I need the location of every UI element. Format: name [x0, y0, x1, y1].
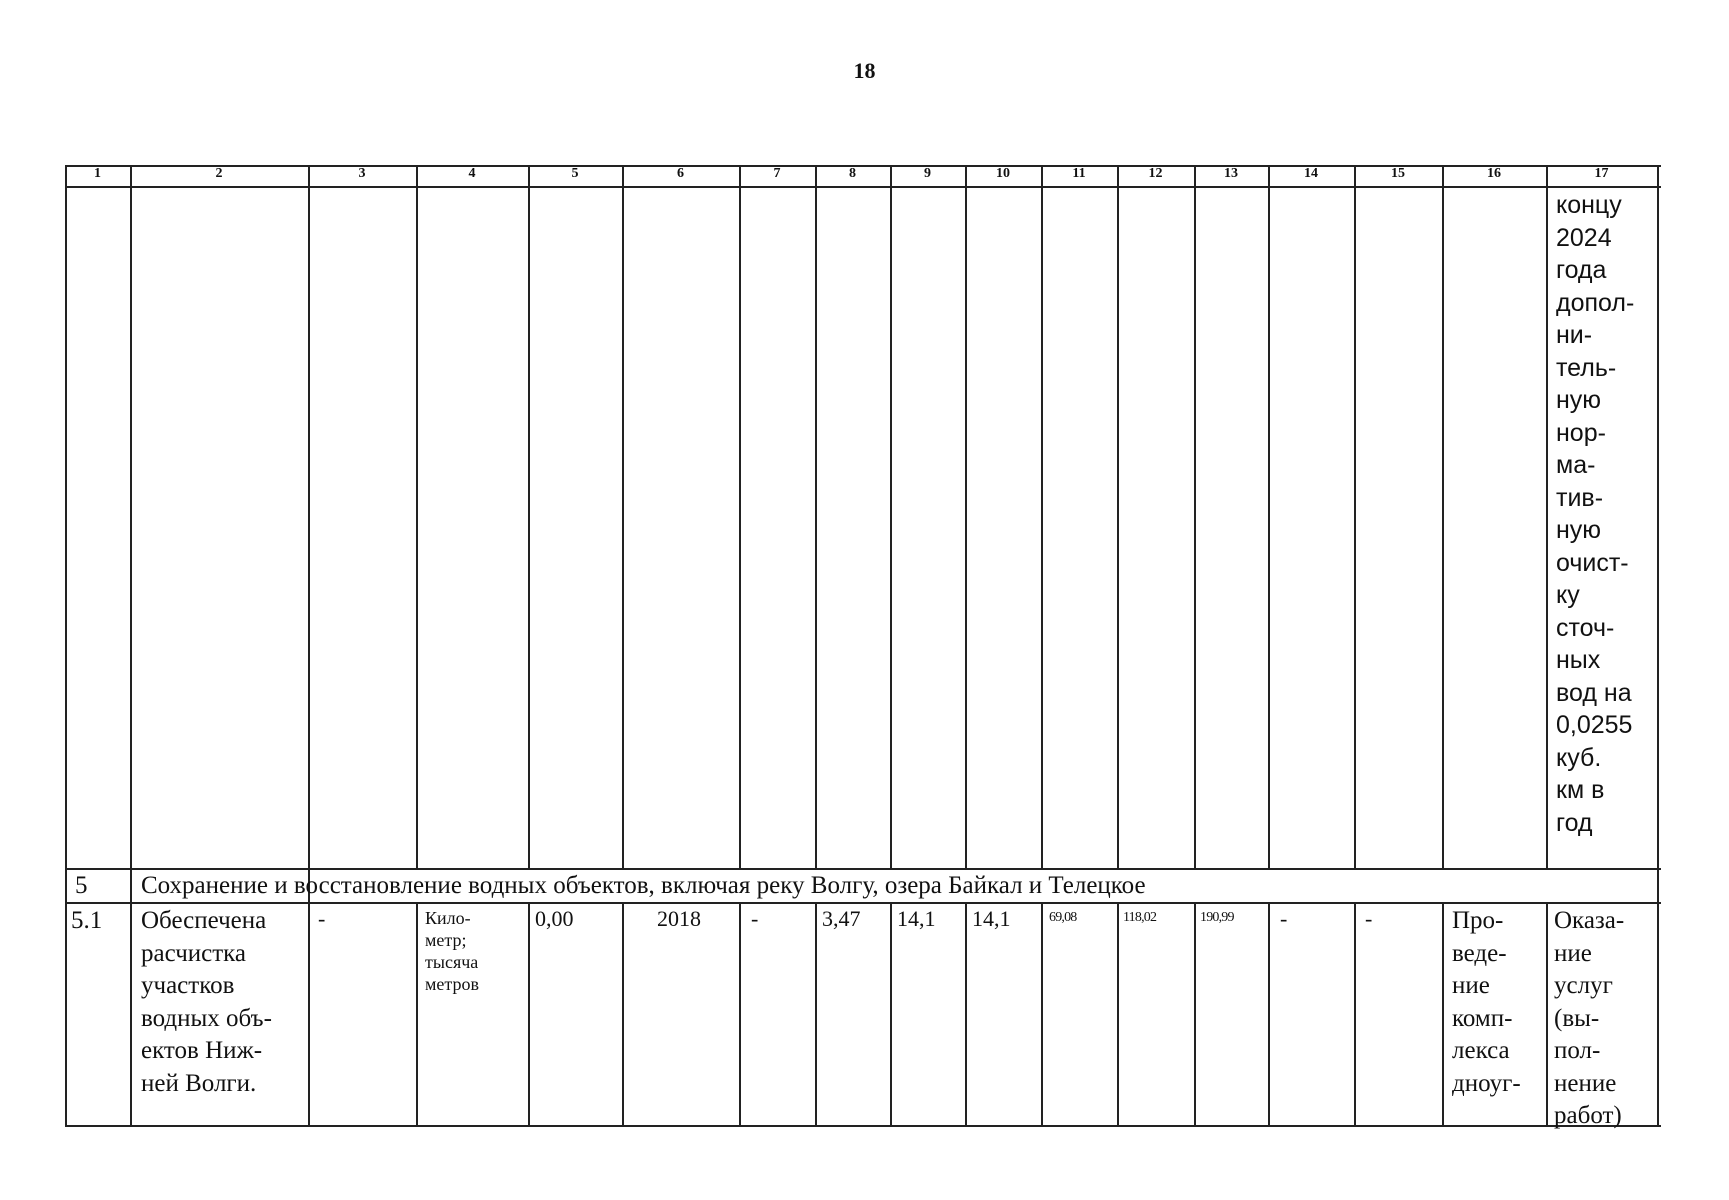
col-border — [890, 902, 892, 1127]
cell-col3: - — [318, 906, 326, 931]
text-line: веде- — [1452, 939, 1507, 967]
text-line: услуг — [1554, 972, 1613, 999]
text-line: года — [1556, 256, 1607, 284]
column-number: 2 — [215, 166, 223, 181]
col-border — [1117, 165, 1119, 868]
column-number: 5 — [571, 166, 579, 181]
col-border — [1442, 902, 1444, 1127]
table-bottom-border — [65, 1125, 1661, 1127]
text-line: тысяча — [425, 952, 479, 972]
col-border — [528, 902, 530, 1127]
column-number: 8 — [849, 166, 856, 181]
text-line: лекса — [1452, 1037, 1510, 1064]
col-border — [308, 165, 310, 1127]
text-line: концу — [1556, 191, 1622, 219]
column-number: 16 — [1487, 166, 1501, 181]
text-line: Обеспечена — [141, 907, 267, 934]
col-border — [1354, 165, 1356, 868]
col-border — [890, 165, 892, 868]
text-line: пол- — [1554, 1037, 1601, 1064]
text-line: куб. — [1556, 743, 1602, 772]
text-line: работ) — [1554, 1102, 1622, 1129]
text-line: 0,0255 — [1556, 711, 1633, 739]
text-line: ней Волги. — [141, 1069, 257, 1097]
col-border — [1117, 902, 1119, 1127]
text-line: нение — [1554, 1069, 1617, 1097]
column-number: 14 — [1304, 166, 1318, 181]
section-number: 5 — [75, 872, 88, 899]
base-year: 2018 — [657, 906, 701, 931]
column-number: 11 — [1072, 166, 1086, 181]
unit-of-measure — [425, 907, 525, 995]
value-col11: 69,08 — [1049, 910, 1077, 925]
col-border — [1546, 165, 1548, 868]
column-number: 9 — [924, 166, 931, 181]
cell-col15: - — [1365, 906, 1373, 931]
col-border — [1546, 902, 1548, 1127]
text-line: ектов Ниж- — [141, 1037, 263, 1064]
text-line: ную — [1556, 386, 1602, 414]
text-line: (вы- — [1554, 1004, 1600, 1032]
column-number: 15 — [1391, 166, 1405, 181]
text-line: тель- — [1556, 353, 1617, 382]
value-col12: 118,02 — [1123, 910, 1157, 925]
text-line: метр; — [425, 930, 467, 950]
col-border — [1657, 165, 1659, 1127]
text-line: ма- — [1556, 451, 1596, 479]
col-border — [1442, 165, 1444, 868]
column-number: 1 — [94, 166, 101, 181]
col-border — [1268, 165, 1270, 868]
text-line: км в — [1556, 776, 1605, 804]
col-border — [1354, 902, 1356, 1127]
text-line: Оказа- — [1554, 907, 1625, 934]
column-number: 3 — [358, 166, 366, 181]
continued-text-col16 — [1556, 189, 1652, 839]
section-title: Сохранение и восстановление водных объектов, включая реку Волгу, озера Байкал и Телецкое — [141, 872, 1146, 899]
text-line: ных — [1556, 646, 1601, 674]
column-number: 4 — [468, 166, 476, 181]
result-description — [1452, 905, 1542, 1100]
col-border — [622, 902, 624, 1127]
result-type — [1554, 905, 1654, 1133]
text-line: ни- — [1556, 321, 1593, 349]
value-col10: 14,1 — [972, 906, 1011, 931]
col-border — [1041, 165, 1043, 868]
col-border — [130, 165, 132, 1127]
col-border — [1041, 902, 1043, 1127]
text-line: ную — [1556, 516, 1602, 544]
col-border — [815, 902, 817, 1127]
page-number: 18 — [853, 58, 876, 83]
col-border — [1194, 902, 1196, 1127]
cell-col7: - — [751, 906, 759, 931]
value-col8: 3,47 — [822, 906, 861, 931]
text-line: год — [1556, 808, 1593, 837]
text-line: расчистка — [141, 939, 247, 967]
text-line: 2024 — [1556, 223, 1612, 252]
target-description — [141, 905, 301, 1100]
column-number: 6 — [677, 166, 684, 181]
col-border — [622, 165, 624, 868]
text-line: сточ- — [1556, 613, 1615, 642]
text-line: Про- — [1452, 907, 1504, 934]
value-col9: 14,1 — [897, 906, 936, 931]
text-line: дноуг- — [1452, 1069, 1521, 1097]
text-line: участков — [141, 972, 235, 999]
header-bottom-border — [65, 186, 1661, 188]
column-number: 13 — [1224, 166, 1238, 181]
text-line: водных объ- — [141, 1004, 272, 1032]
column-number: 17 — [1594, 166, 1609, 181]
col-border — [416, 902, 418, 1127]
text-line: ку — [1556, 581, 1580, 609]
text-line: вод на — [1556, 678, 1632, 707]
text-line: нор- — [1556, 418, 1606, 447]
col-border — [739, 165, 741, 868]
col-border — [965, 165, 967, 868]
column-number: 7 — [773, 166, 781, 181]
col-border — [1194, 165, 1196, 868]
text-line: метров — [425, 974, 479, 994]
text-line: Кило- — [425, 908, 471, 928]
col-border — [416, 165, 418, 868]
base-value: 0,00 — [535, 906, 574, 931]
col-border — [1268, 902, 1270, 1127]
text-line: ние — [1452, 972, 1490, 999]
text-line: очист- — [1556, 548, 1629, 577]
col-border — [815, 165, 817, 868]
text-line: тив- — [1556, 483, 1604, 512]
col-border — [739, 902, 741, 1127]
column-number: 12 — [1148, 166, 1163, 181]
data-table — [65, 165, 1661, 1127]
value-col13: 190,99 — [1200, 910, 1234, 925]
col-border — [965, 902, 967, 1127]
column-number: 10 — [996, 166, 1010, 181]
text-line: ние — [1554, 939, 1592, 967]
text-line: комп- — [1452, 1004, 1513, 1032]
col-border — [528, 165, 530, 868]
row-number: 5.1 — [71, 907, 103, 934]
cell-col14: - — [1280, 906, 1288, 931]
col-border — [65, 165, 67, 1127]
text-line: допол- — [1556, 288, 1635, 317]
